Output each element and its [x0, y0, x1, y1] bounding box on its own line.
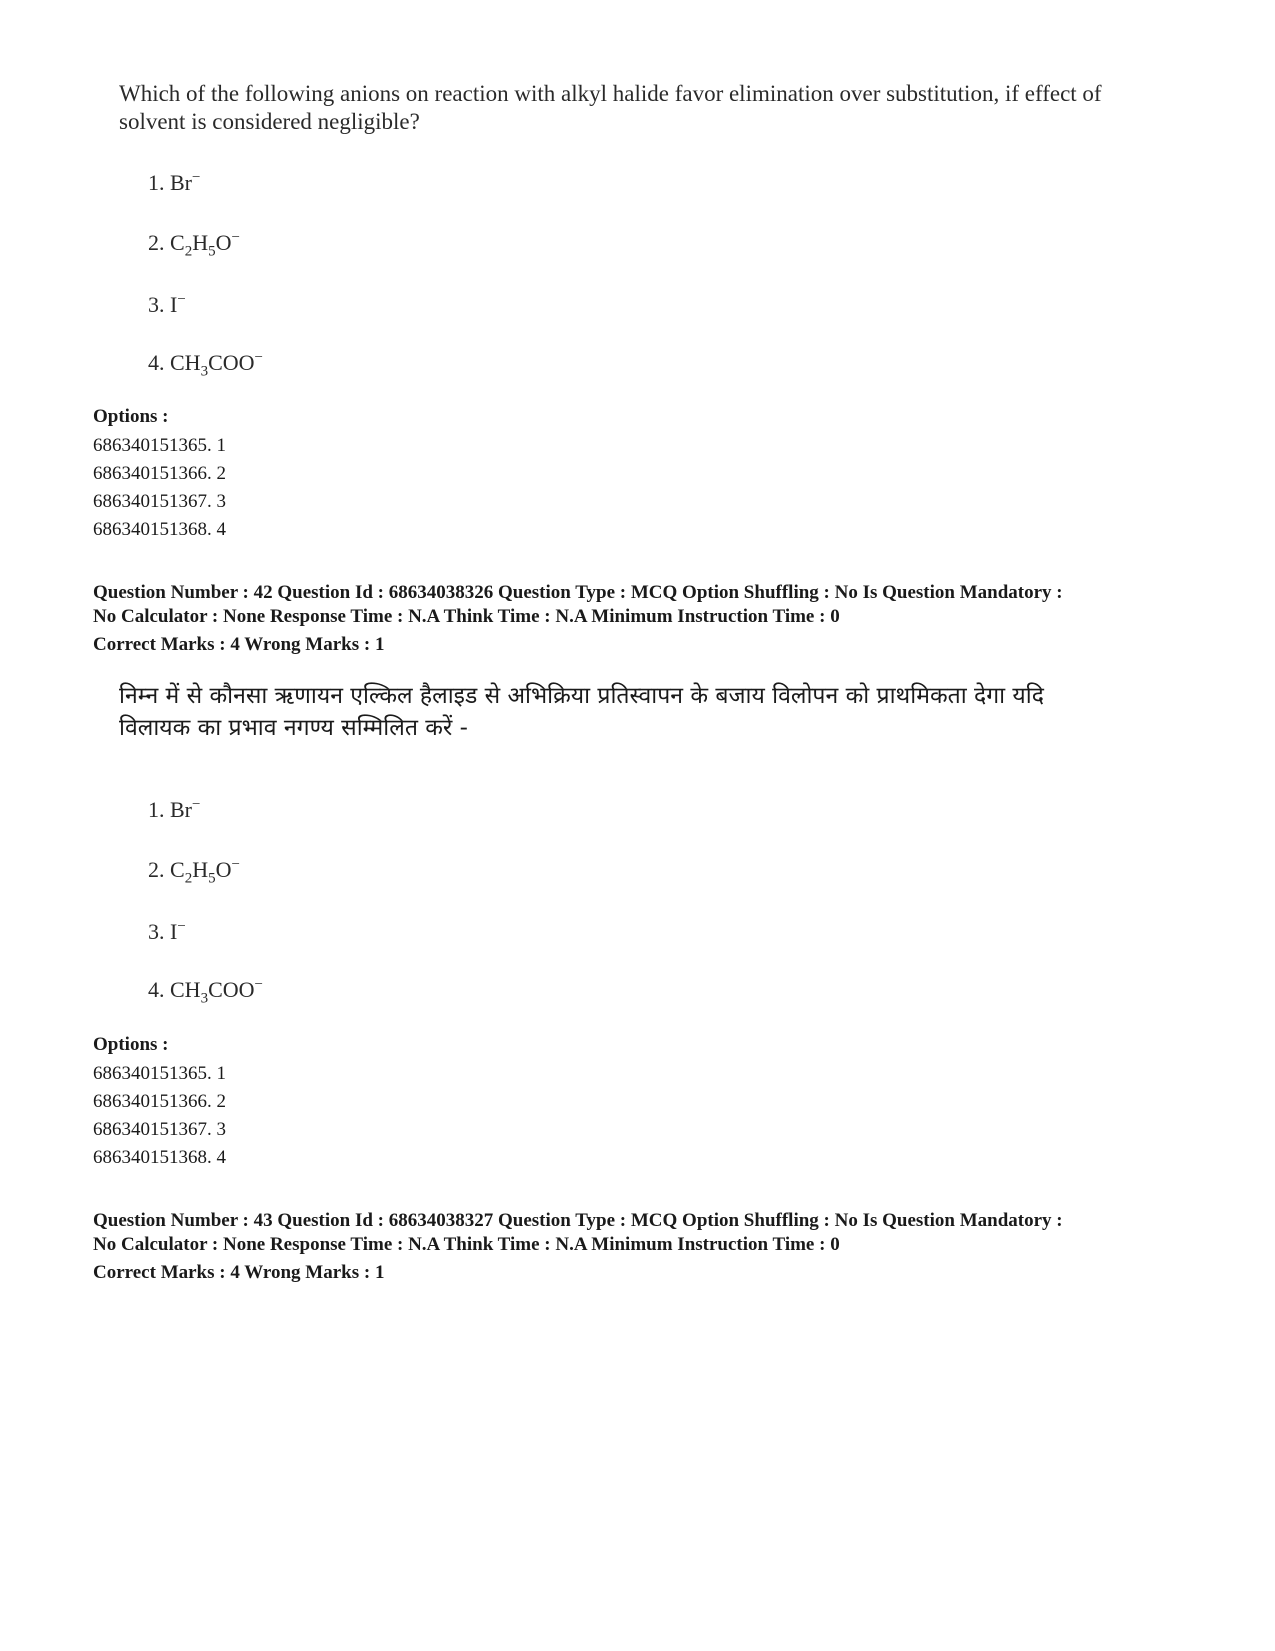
- question-text-english: Which of the following anions on reaction with alkyl halide favor elimination over substitution, if effect of solvent is considered negligible?: [119, 81, 1102, 134]
- choice-formula: I: [170, 919, 178, 944]
- choice-number: 3.: [148, 919, 165, 944]
- choice-charge: −: [254, 349, 263, 366]
- option-item: 686340151367. 3: [93, 1119, 226, 1140]
- question-meta-line: Question Number : 43 Question Id : 68634038327 Question Type : MCQ Option Shuffling : No Is Question Mandatory :: [93, 1210, 1063, 1231]
- choice-number: 3.: [148, 292, 165, 317]
- choice-formula: C: [170, 230, 185, 255]
- choice-charge: −: [192, 169, 201, 186]
- choice-4: [148, 976, 263, 1007]
- choice-charge: −: [254, 976, 263, 993]
- option-item: 686340151367. 3: [93, 491, 226, 512]
- choice-formula-part: H: [192, 230, 209, 255]
- options-label: Options :: [93, 1034, 169, 1055]
- choice-number: 1.: [148, 170, 165, 195]
- subscript: 2: [184, 870, 193, 887]
- choice-2: [148, 856, 240, 887]
- option-item: 686340151368. 4: [93, 1147, 226, 1168]
- choice-formula: CH: [170, 350, 201, 375]
- subscript: 3: [200, 990, 209, 1007]
- question-text-hindi-line2: विलायक का प्रभाव नगण्य सम्मिलित करें -: [119, 715, 468, 741]
- option-item: 686340151366. 2: [93, 1091, 226, 1112]
- option-item: 686340151365. 1: [93, 435, 226, 456]
- choice-formula: C: [170, 857, 185, 882]
- option-item: 686340151365. 1: [93, 1063, 226, 1084]
- choice-formula-part: COO: [208, 977, 255, 1002]
- choice-charge: −: [177, 291, 186, 308]
- choice-charge: −: [231, 229, 240, 246]
- question-meta-line: Question Number : 42 Question Id : 68634038326 Question Type : MCQ Option Shuffling : No Is Question Mandatory :: [93, 582, 1063, 603]
- option-item: 686340151368. 4: [93, 519, 226, 540]
- choice-formula-part: COO: [208, 350, 255, 375]
- choice-charge: −: [177, 918, 186, 935]
- question-text-hindi-line1: निम्न में से कौनसा ऋणायन एल्किल हैलाइड से अभिक्रिया प्रतिस्वापन के बजाय विलोपन को प्राथमिकता देगा यदि: [119, 683, 1044, 709]
- marks-line: Correct Marks : 4 Wrong Marks : 1: [93, 634, 385, 655]
- marks-line: Correct Marks : 4 Wrong Marks : 1: [93, 1262, 385, 1283]
- choice-2: [148, 229, 240, 260]
- choice-formula: Br: [170, 797, 192, 822]
- choice-formula-part: O: [215, 230, 232, 255]
- choice-4: [148, 349, 263, 380]
- choice-charge: −: [231, 856, 240, 873]
- subscript: 5: [208, 870, 216, 887]
- choice-number: 4.: [148, 977, 165, 1002]
- choice-formula: I: [170, 292, 178, 317]
- choice-number: 2.: [148, 230, 165, 255]
- choice-formula: CH: [170, 977, 201, 1002]
- choice-1: [148, 170, 200, 196]
- subscript: 3: [200, 363, 209, 380]
- choice-formula: Br: [170, 170, 192, 195]
- subscript: 2: [184, 243, 193, 260]
- choice-charge: −: [192, 796, 201, 813]
- choice-number: 2.: [148, 857, 165, 882]
- choice-number: 4.: [148, 350, 165, 375]
- question-meta-line: No Calculator : None Response Time : N.A Think Time : N.A Minimum Instruction Time : 0: [93, 1234, 840, 1255]
- subscript: 5: [208, 243, 216, 260]
- choice-1: [148, 797, 200, 823]
- choice-3: [148, 919, 186, 945]
- choice-number: 1.: [148, 797, 165, 822]
- choice-formula-part: H: [192, 857, 209, 882]
- choice-formula-part: O: [215, 857, 232, 882]
- options-label: Options :: [93, 406, 169, 427]
- choice-3: [148, 292, 186, 318]
- option-item: 686340151366. 2: [93, 463, 226, 484]
- question-meta-line: No Calculator : None Response Time : N.A Think Time : N.A Minimum Instruction Time : 0: [93, 606, 840, 627]
